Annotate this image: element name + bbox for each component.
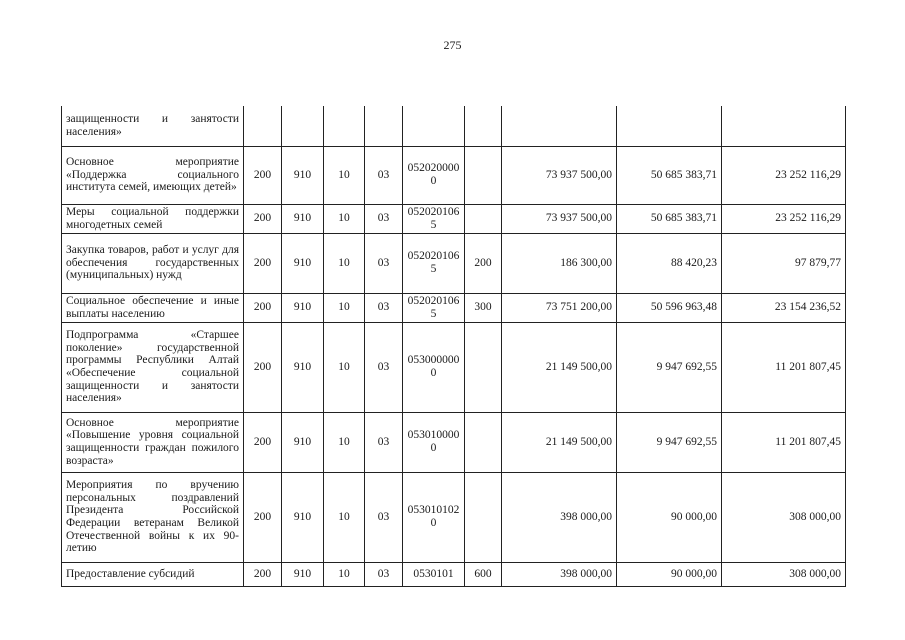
cell-executed: 9 947 692,55 (617, 322, 722, 412)
cell-agency: 910 (282, 233, 324, 293)
cell-subsection: 03 (365, 233, 403, 293)
row-name: Мероприятия по вручению персональных поздравлений Президента Российской Федерации ветеранам Великой Отечественной войны к их 90-летию (62, 472, 244, 562)
cell-plan: 73 937 500,00 (502, 146, 617, 204)
cell-executed (617, 106, 722, 146)
cell-target-code (403, 106, 465, 146)
cell-remainder: 11 201 807,45 (722, 322, 846, 412)
cell-target-code: 0530101020 (403, 472, 465, 562)
cell-remainder: 11 201 807,45 (722, 412, 846, 472)
cell-plan: 21 149 500,00 (502, 322, 617, 412)
cell-expense-type (465, 204, 502, 233)
cell-agency: 910 (282, 562, 324, 586)
cell-remainder: 23 252 116,29 (722, 146, 846, 204)
cell-executed: 90 000,00 (617, 472, 722, 562)
cell-executed: 50 685 383,71 (617, 204, 722, 233)
row-name: Меры социальной поддержки многодетных семей (62, 204, 244, 233)
row-name: Предоставление субсидий (62, 562, 244, 586)
table-row (62, 146, 846, 204)
cell-plan: 21 149 500,00 (502, 412, 617, 472)
row-name: защищенности и занятости населения» (62, 106, 244, 146)
cell-section (324, 106, 365, 146)
row-name: Закупка товаров, работ и услуг для обеспечения государственных (муниципальных) нужд (62, 233, 244, 293)
cell-remainder: 23 154 236,52 (722, 293, 846, 322)
cell-plan: 186 300,00 (502, 233, 617, 293)
cell-plan: 398 000,00 (502, 562, 617, 586)
cell-subsection: 03 (365, 322, 403, 412)
table-row (62, 322, 846, 412)
cell-section: 10 (324, 562, 365, 586)
cell-section: 10 (324, 146, 365, 204)
table-row (62, 204, 846, 233)
row-name: Подпрограмма «Старшее поколение» государственной программы Республики Алтай «Обеспечение социальной защищенности и занятости населения» (62, 322, 244, 412)
cell-subsection: 03 (365, 293, 403, 322)
cell-subsection: 03 (365, 204, 403, 233)
row-name: Социальное обеспечение и иные выплаты населению (62, 293, 244, 322)
cell-target-code: 0530000000 (403, 322, 465, 412)
cell-ministry: 200 (244, 562, 282, 586)
cell-section: 10 (324, 412, 365, 472)
cell-expense-type: 300 (465, 293, 502, 322)
table-row (62, 293, 846, 322)
cell-target-code: 0520201065 (403, 233, 465, 293)
cell-subsection: 03 (365, 146, 403, 204)
row-name: Основное мероприятие «Поддержка социального института семей, имеющих детей» (62, 146, 244, 204)
cell-expense-type (465, 146, 502, 204)
cell-plan (502, 106, 617, 146)
cell-agency: 910 (282, 472, 324, 562)
table-row (62, 412, 846, 472)
cell-expense-type: 200 (465, 233, 502, 293)
cell-ministry: 200 (244, 204, 282, 233)
table-row (62, 106, 846, 146)
cell-plan: 398 000,00 (502, 472, 617, 562)
cell-subsection: 03 (365, 562, 403, 586)
cell-expense-type: 600 (465, 562, 502, 586)
cell-remainder: 308 000,00 (722, 472, 846, 562)
table-row (62, 233, 846, 293)
table-row (62, 562, 846, 586)
cell-remainder (722, 106, 846, 146)
cell-expense-type (465, 106, 502, 146)
cell-target-code: 0530100000 (403, 412, 465, 472)
cell-executed: 88 420,23 (617, 233, 722, 293)
cell-subsection: 03 (365, 412, 403, 472)
cell-subsection (365, 106, 403, 146)
cell-section: 10 (324, 293, 365, 322)
cell-remainder: 23 252 116,29 (722, 204, 846, 233)
cell-target-code: 0520201065 (403, 293, 465, 322)
cell-ministry: 200 (244, 233, 282, 293)
cell-ministry (244, 106, 282, 146)
row-name: Основное мероприятие «Повышение уровня социальной защищенности граждан пожилого возраста» (62, 412, 244, 472)
cell-section: 10 (324, 472, 365, 562)
cell-executed: 90 000,00 (617, 562, 722, 586)
cell-section: 10 (324, 233, 365, 293)
cell-ministry: 200 (244, 412, 282, 472)
cell-plan: 73 937 500,00 (502, 204, 617, 233)
budget-table (61, 106, 846, 587)
cell-agency: 910 (282, 146, 324, 204)
cell-agency (282, 106, 324, 146)
table-row (62, 472, 846, 562)
cell-expense-type (465, 472, 502, 562)
page-number: 275 (443, 38, 462, 52)
cell-section: 10 (324, 322, 365, 412)
cell-remainder: 308 000,00 (722, 562, 846, 586)
cell-expense-type (465, 412, 502, 472)
cell-ministry: 200 (244, 146, 282, 204)
cell-agency: 910 (282, 322, 324, 412)
cell-subsection: 03 (365, 472, 403, 562)
cell-plan: 73 751 200,00 (502, 293, 617, 322)
cell-agency: 910 (282, 412, 324, 472)
cell-target-code: 0520200000 (403, 146, 465, 204)
cell-executed: 50 596 963,48 (617, 293, 722, 322)
cell-target-code: 0520201065 (403, 204, 465, 233)
cell-agency: 910 (282, 293, 324, 322)
cell-remainder: 97 879,77 (722, 233, 846, 293)
cell-ministry: 200 (244, 293, 282, 322)
cell-target-code: 0530101 (403, 562, 465, 586)
cell-ministry: 200 (244, 322, 282, 412)
cell-executed: 50 685 383,71 (617, 146, 722, 204)
cell-ministry: 200 (244, 472, 282, 562)
cell-expense-type (465, 322, 502, 412)
cell-executed: 9 947 692,55 (617, 412, 722, 472)
cell-section: 10 (324, 204, 365, 233)
cell-agency: 910 (282, 204, 324, 233)
